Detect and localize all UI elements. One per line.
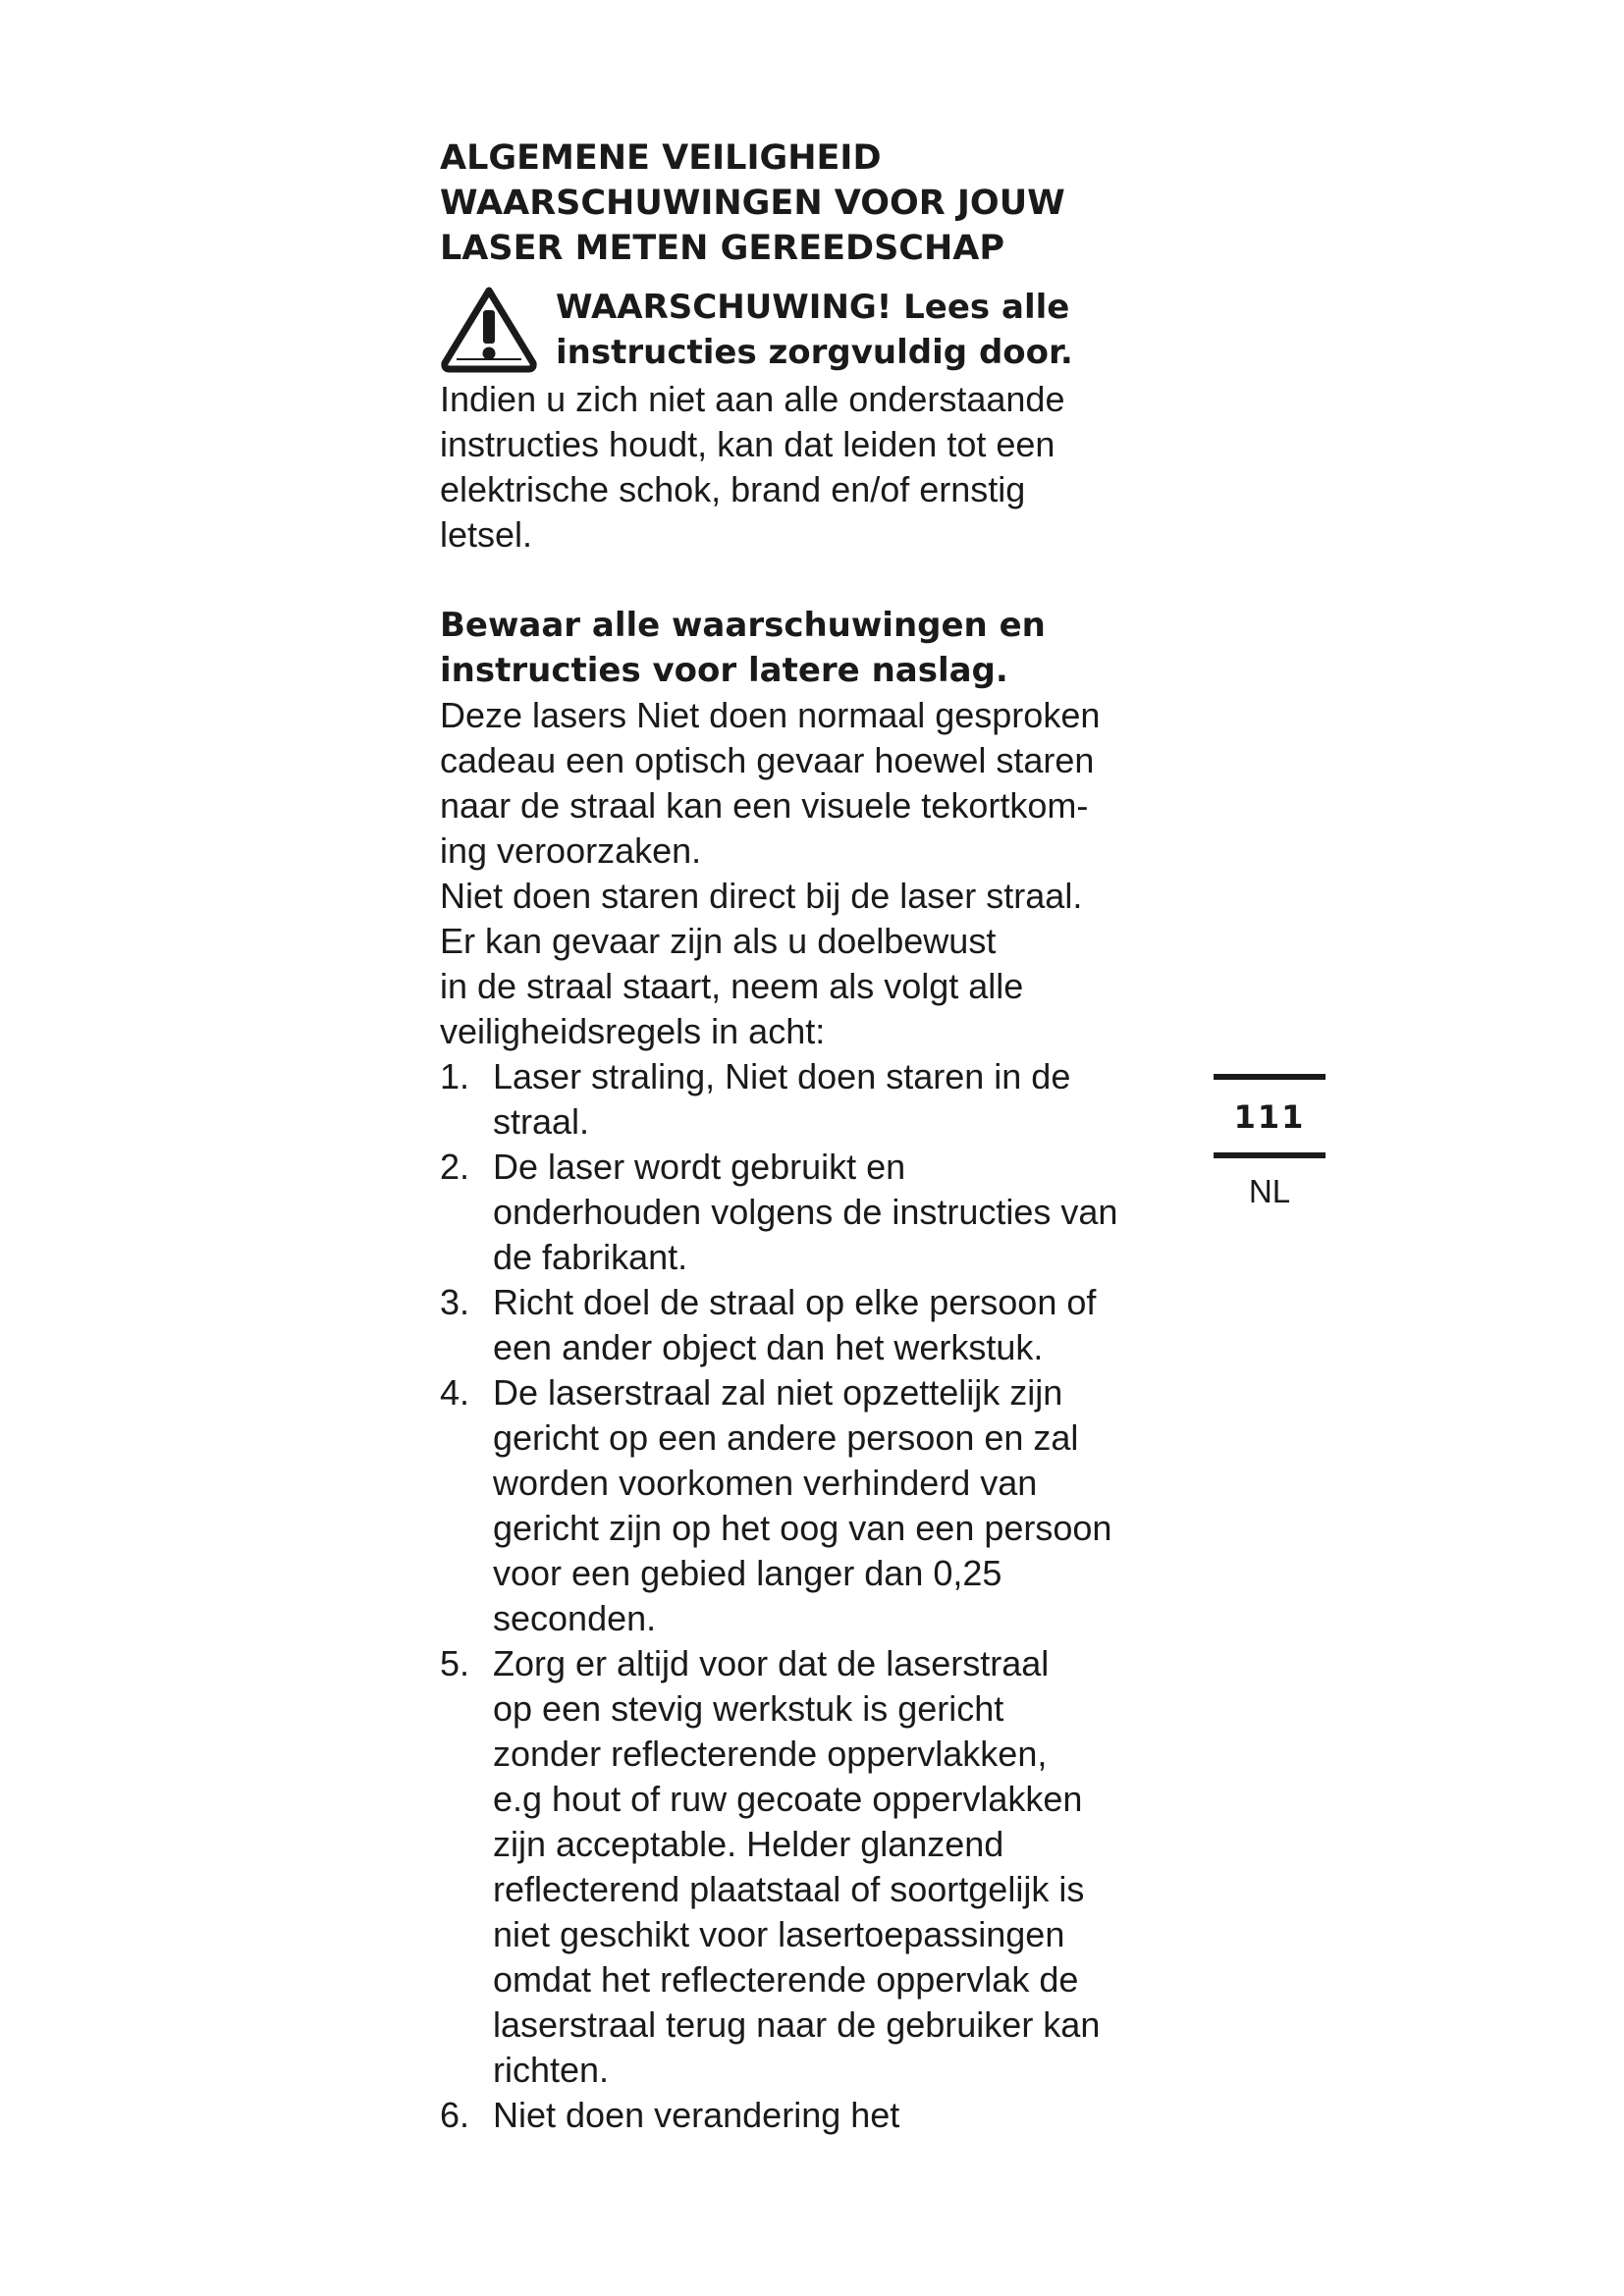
list-number: 2.: [440, 1147, 470, 1187]
keep-instructions-heading: [440, 603, 1186, 693]
safety-rules-list: [440, 1054, 1186, 2138]
list-line: gericht zijn op het oog van een persoon: [493, 1508, 1112, 1548]
title-line: LASER METEN GEREEDSCHAP: [440, 229, 1005, 268]
body-line: veiligheidsregels in acht:: [440, 1011, 826, 1051]
body-line: in de straal staart, neem als volgt alle: [440, 966, 1024, 1006]
list-line: reflecterend plaatstaal of soortgelijk is: [493, 1869, 1085, 1909]
list-line: De laser wordt gebruikt en: [493, 1147, 906, 1187]
list-line: Richt doel de straal op elke persoon of: [493, 1282, 1097, 1322]
language-code: NL: [1248, 1173, 1291, 1209]
list-line: Zorg er altijd voor dat de laserstraal: [493, 1643, 1050, 1683]
list-line: Niet doen verandering het: [493, 2095, 900, 2135]
list-line: De laserstraal zal niet opzettelijk zijn: [493, 1372, 1063, 1413]
list-number: 1.: [440, 1056, 470, 1096]
list-line: voor een gebied langer dan 0,25: [493, 1553, 1002, 1593]
warning-heading: [556, 285, 1073, 375]
section-title: [440, 135, 1186, 271]
title-line: ALGEMENE VEILIGHEID: [440, 138, 882, 178]
list-line: onderhouden volgens de instructies van: [493, 1192, 1118, 1232]
body-line: Niet doen staren direct bij de laser straal.: [440, 876, 1083, 916]
warning-block: [440, 285, 1186, 377]
intro-line: instructies houdt, kan dat leiden tot een: [440, 424, 1056, 464]
list-line: Laser straling, Niet doen staren in de: [493, 1056, 1071, 1096]
body-line: Er kan gevaar zijn als u doelbewust: [440, 921, 997, 961]
list-line: seconden.: [493, 1598, 657, 1638]
list-line: omdat het reflecterende oppervlak de: [493, 1959, 1079, 2000]
list-item: [440, 1145, 1186, 1280]
list-line: gericht op een andere persoon en zal: [493, 1417, 1079, 1458]
intro-line: letsel.: [440, 514, 533, 555]
list-line: straal.: [493, 1101, 590, 1142]
list-line: laserstraal terug naar de gebruiker kan: [493, 2004, 1101, 2045]
intro-line: Indien u zich niet aan alle onderstaande: [440, 379, 1065, 419]
list-number: 3.: [440, 1282, 470, 1322]
body-paragraph: [440, 693, 1186, 1054]
list-line: niet geschikt voor lasertoepassingen: [493, 1914, 1065, 1954]
list-item: [440, 1054, 1186, 1145]
list-number: 5.: [440, 1643, 470, 1683]
body-line: naar de straal kan een visuele tekortkom-: [440, 785, 1089, 826]
list-item: [440, 1370, 1186, 1641]
list-line: een ander object dan het werkstuk.: [493, 1327, 1044, 1367]
intro-paragraph: [440, 377, 1186, 558]
list-line: zonder reflecterende oppervlakken,: [493, 1734, 1048, 1774]
list-line: zijn acceptable. Helder glanzend: [493, 1824, 1004, 1864]
list-item: [440, 1641, 1186, 2093]
title-line: WAARSCHUWINGEN VOOR JOUW: [440, 184, 1065, 223]
body-line: ing veroorzaken.: [440, 830, 702, 871]
list-line: de fabrikant.: [493, 1237, 688, 1277]
page-number: 111: [1233, 1098, 1306, 1136]
warning-line: instructies zorgvuldig door.: [556, 333, 1073, 372]
body-line: Deze lasers Niet doen normaal gesproken: [440, 695, 1101, 735]
list-item: [440, 1280, 1186, 1370]
heading-line: Bewaar alle waarschuwingen en: [440, 606, 1046, 645]
warning-line: WAARSCHUWING! Lees alle: [556, 288, 1070, 327]
list-number: 6.: [440, 2095, 470, 2135]
list-number: 4.: [440, 1372, 470, 1413]
list-line: e.g hout of ruw gecoate oppervlakken: [493, 1779, 1083, 1819]
list-line: richten.: [493, 2050, 610, 2090]
list-line: worden voorkomen verhinderd van: [493, 1463, 1038, 1503]
page-marker: [1214, 1074, 1326, 1209]
list-item: [440, 2093, 1186, 2138]
intro-line: elektrische schok, brand en/of ernstig: [440, 469, 1026, 509]
warning-triangle-icon: [440, 285, 538, 375]
list-line: op een stevig werkstuk is gericht: [493, 1688, 1004, 1729]
heading-line: instructies voor latere naslag.: [440, 651, 1008, 690]
page-content: [440, 135, 1186, 2138]
body-line: cadeau een optisch gevaar hoewel staren: [440, 740, 1095, 780]
